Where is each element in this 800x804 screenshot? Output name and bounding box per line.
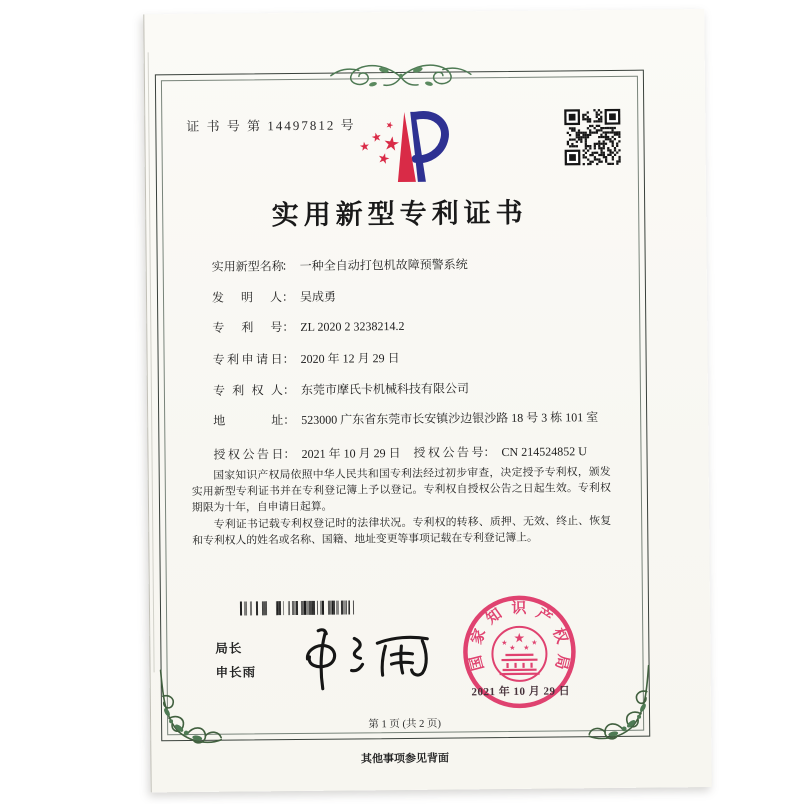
field-row-inventor [212,288,336,306]
field-colon: ： [283,447,296,462]
field-label: 实用新型名称 [211,259,284,274]
svg-text:★: ★ [369,129,384,146]
signer-title: 局长 [215,641,243,656]
field-value: CN 214524852 U [501,444,587,460]
seal-char: 家 [469,627,490,647]
seal-char: 国 [468,653,488,672]
corner-flourish-left-icon [153,666,226,751]
paragraph-1: 国家知识产权局依照中华人民共和国专利法经过初步审查，决定授予专利权，颁发实用新型专利证书并在专利登记簿上予以登记。专利权自授权公告之日起生效。专利权期限为十年，自申请日起算。 [191,465,611,515]
field-value: ZL 2020 2 3238214.2 [300,318,405,334]
field-value: 2020 年 12 月 29 日 [300,351,400,366]
field-colon: ： [283,413,296,428]
seal-char: 知 [483,606,506,628]
field-row-name [212,255,468,274]
field-label: 专 利 权 人 [212,383,283,398]
svg-text:★: ★ [509,643,516,652]
seal-char: 产 [533,605,555,628]
svg-text:★: ★ [523,643,530,652]
svg-text:★: ★ [375,149,392,169]
national-emblem-icon [492,627,547,682]
paragraph-2: 专利证书记载专利权登记时的法律状况。专利权的转移、质押、无效、终止、恢复和专利权人的姓名或名称、国籍、地址变更等事项记载在专利登记簿上。 [192,514,612,547]
field-row-patent-no [212,317,404,336]
official-seal-icon [444,576,595,727]
legal-text [192,464,612,549]
field-colon: ： [281,259,294,274]
seal-char: 权 [549,626,570,646]
seal-char: 识 [511,600,527,617]
corner-flourish-right-icon [585,662,658,747]
page-number: 第 1 页 (共 2 页) [368,718,441,731]
field-colon: ： [282,320,295,335]
field-label: 发 明 人 [211,290,283,305]
cert-number: 证 书 号 第 14497812 号 [186,117,356,135]
field-value: 吴成勇 [299,289,337,304]
svg-text:★: ★ [531,638,538,647]
svg-text:★: ★ [358,138,371,155]
signature-icon [294,618,445,697]
field-colon: ： [282,383,295,398]
field-label: 地 址 [213,413,284,428]
qr-code [564,109,621,166]
field-colon: ： [483,445,496,460]
field-label: 授权公告号 [413,445,484,460]
field-value: 523000 广东省东莞市长安镇沙边银沙路 18 号 3 栋 101 室 [301,410,599,427]
seal-date: 2021 年 10 月 29 日 [471,685,571,699]
field-label: 专 利 号 [212,320,283,335]
top-ornament-icon [321,56,481,94]
field-row-filing-date [213,349,400,368]
svg-text:★: ★ [513,631,526,647]
field-colon: ： [281,290,295,305]
signer-name: 申长雨 [215,665,257,680]
field-row-grant [213,444,587,463]
svg-text:★: ★ [501,638,508,648]
svg-text:★: ★ [381,132,402,157]
field-row-patentee [213,379,469,398]
field-value: 一种全自动打包机故障预警系统 [299,257,468,273]
seal-char: 局 [551,652,571,672]
cert-title: 实用新型专利证书 [271,197,528,231]
back-note: 其他事项参见背面 [360,752,450,766]
svg-text:★: ★ [384,120,395,133]
field-label: 授权公告日 [213,447,284,462]
barcode [240,600,355,615]
field-value: 2021 年 10 月 29 日 [301,445,401,461]
field-colon: ： [282,352,295,367]
cnipa-logo-icon [353,106,450,189]
field-label: 专利申请日 [212,352,283,367]
field-value: 东莞市摩氏卡机械科技有限公司 [300,381,469,397]
